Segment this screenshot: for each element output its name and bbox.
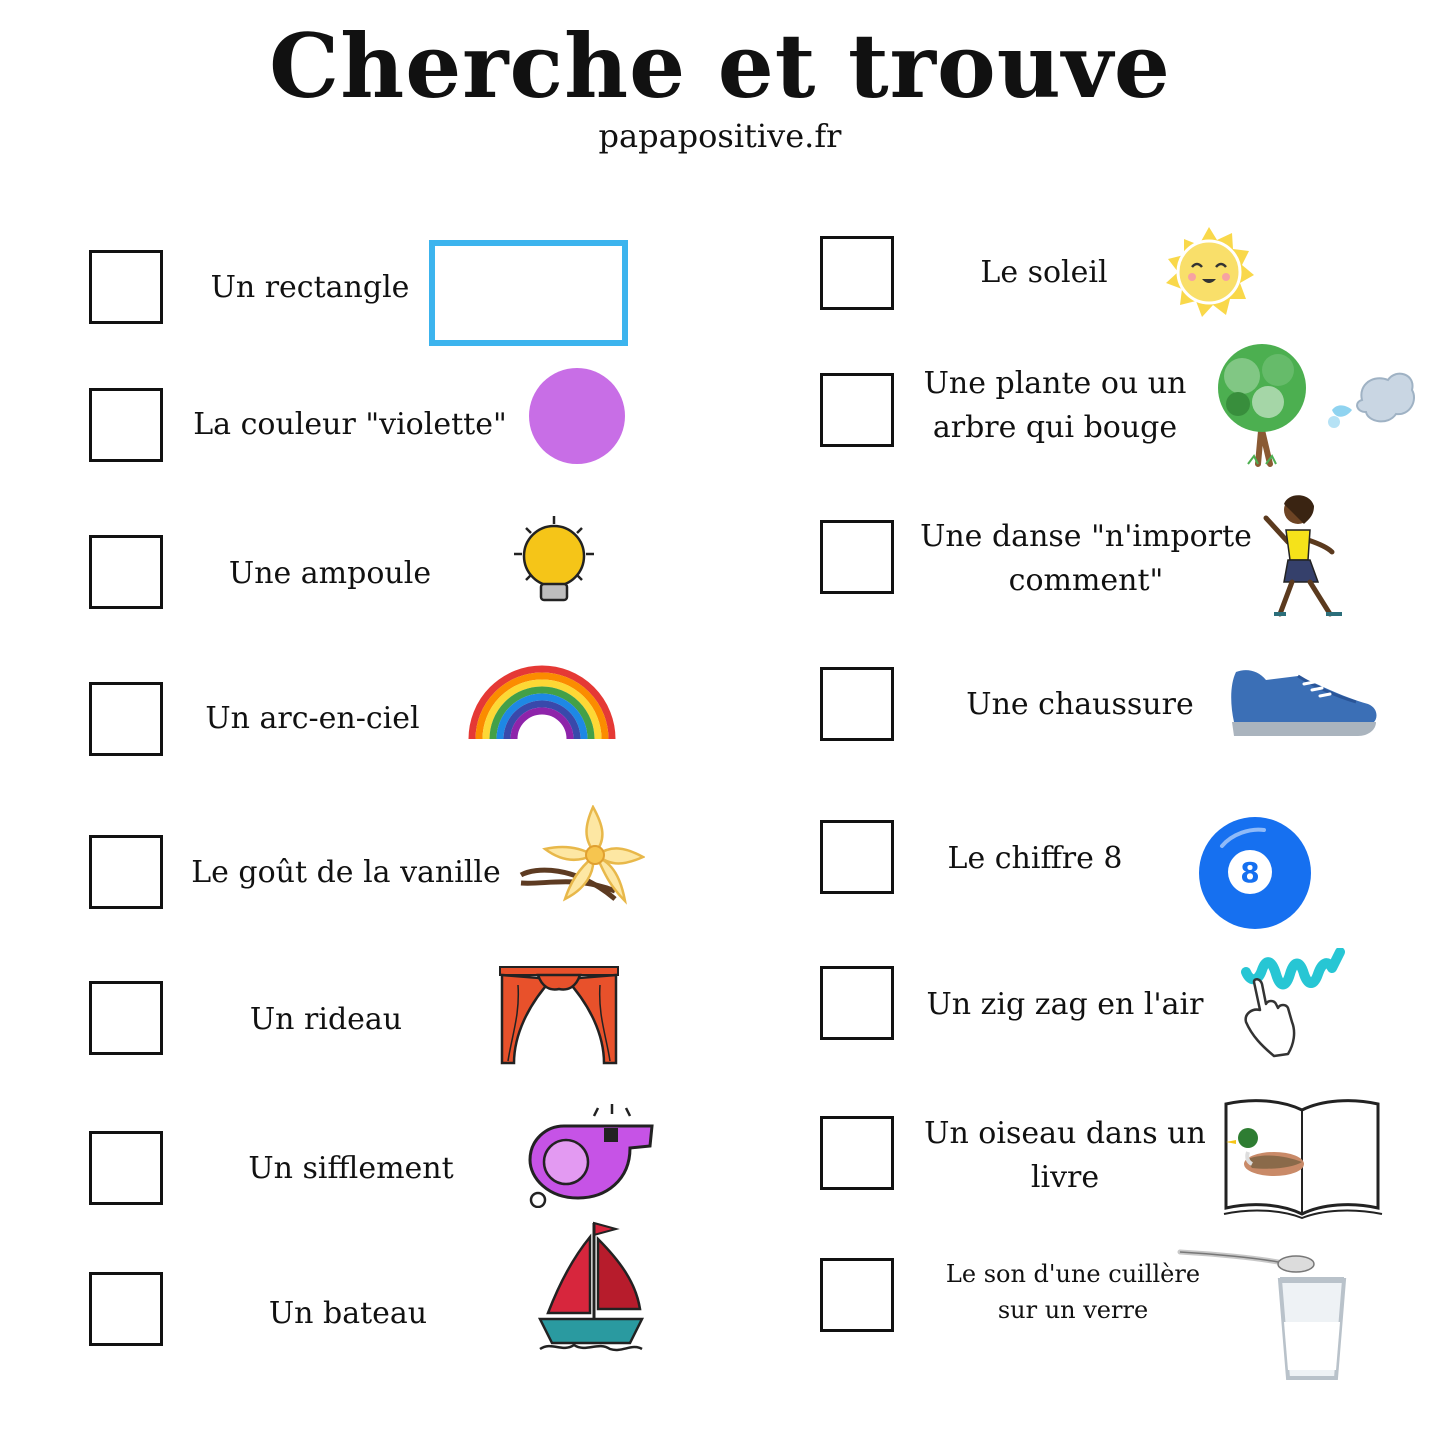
checkbox-tree[interactable] [820, 373, 894, 447]
checkbox-whistle[interactable] [89, 1131, 163, 1205]
item-label-lightbulb: Une ampoule [228, 556, 432, 591]
item-label-curtain: Un rideau [249, 1002, 403, 1037]
checkbox-bird-book[interactable] [820, 1116, 894, 1190]
checkbox-dance[interactable] [820, 520, 894, 594]
item-label-tree-line2: arbre qui bouge [932, 410, 1178, 445]
checkbox-spoon-glass[interactable] [820, 1258, 894, 1332]
item-label-shoe: Une chaussure [966, 687, 1194, 722]
item-label-sun: Le soleil [980, 255, 1108, 290]
item-label-rainbow: Un arc-en-ciel [205, 701, 420, 736]
item-label-vanilla: Le goût de la vanille [191, 855, 501, 890]
rainbow-icon [468, 663, 616, 741]
item-label-dance [905, 515, 1267, 603]
item-label-zigzag: Un zig zag en l'air [926, 987, 1204, 1022]
item-label-dance-line2: comment" [1008, 563, 1164, 598]
item-label-bird-book-line1: Un oiseau dans un [924, 1116, 1206, 1151]
rectangle-icon [429, 240, 628, 346]
checkbox-curtain[interactable] [89, 981, 163, 1055]
checkbox-boat[interactable] [89, 1272, 163, 1346]
curtain-icon [498, 965, 620, 1067]
zigzag-hand-icon [1236, 948, 1348, 1060]
sailboat-icon [536, 1221, 646, 1355]
item-label-bird-book-line2: livre [1030, 1160, 1100, 1195]
book-bird-icon [1222, 1096, 1384, 1220]
lightbulb-icon [512, 514, 598, 606]
item-label-boat: Un bateau [268, 1296, 428, 1331]
item-label-spoon-glass-line1: Le son d'une cuillère [945, 1260, 1201, 1288]
page-subtitle: papapositive.fr [598, 117, 842, 155]
checkbox-sun[interactable] [820, 236, 894, 310]
eight-ball-digit: 8 [1240, 856, 1260, 889]
checkbox-number-eight[interactable] [820, 820, 894, 894]
purple-circle-icon [529, 368, 625, 464]
item-label-tree-line1: Une plante ou un [923, 366, 1187, 401]
eight-ball-icon [1198, 816, 1312, 930]
whistle-icon [526, 1102, 656, 1208]
shoe-icon [1228, 664, 1380, 738]
checkbox-violet[interactable] [89, 388, 163, 462]
item-label-bird-book [905, 1112, 1225, 1200]
checkbox-rainbow[interactable] [89, 682, 163, 756]
checkbox-lightbulb[interactable] [89, 535, 163, 609]
checkbox-zigzag[interactable] [820, 966, 894, 1040]
item-label-spoon-glass-line2: sur un verre [997, 1296, 1149, 1324]
checkbox-shoe[interactable] [820, 667, 894, 741]
item-label-whistle: Un sifflement [248, 1151, 454, 1186]
item-label-violet: La couleur "violette" [193, 407, 507, 442]
item-label-tree [905, 362, 1205, 450]
checkbox-rectangle[interactable] [89, 250, 163, 324]
checkbox-vanilla[interactable] [89, 835, 163, 909]
dancer-icon [1258, 490, 1350, 618]
tree-wind-icon [1212, 340, 1417, 468]
sun-icon [1162, 225, 1256, 319]
item-label-rectangle: Un rectangle [210, 270, 410, 305]
item-label-number-eight: Le chiffre 8 [947, 841, 1123, 876]
vanilla-flower-icon [515, 805, 645, 905]
page-title: Cherche et trouve [269, 14, 1171, 118]
spoon-glass-icon [1176, 1244, 1352, 1384]
item-label-dance-line1: Une danse "n'importe [920, 519, 1252, 554]
